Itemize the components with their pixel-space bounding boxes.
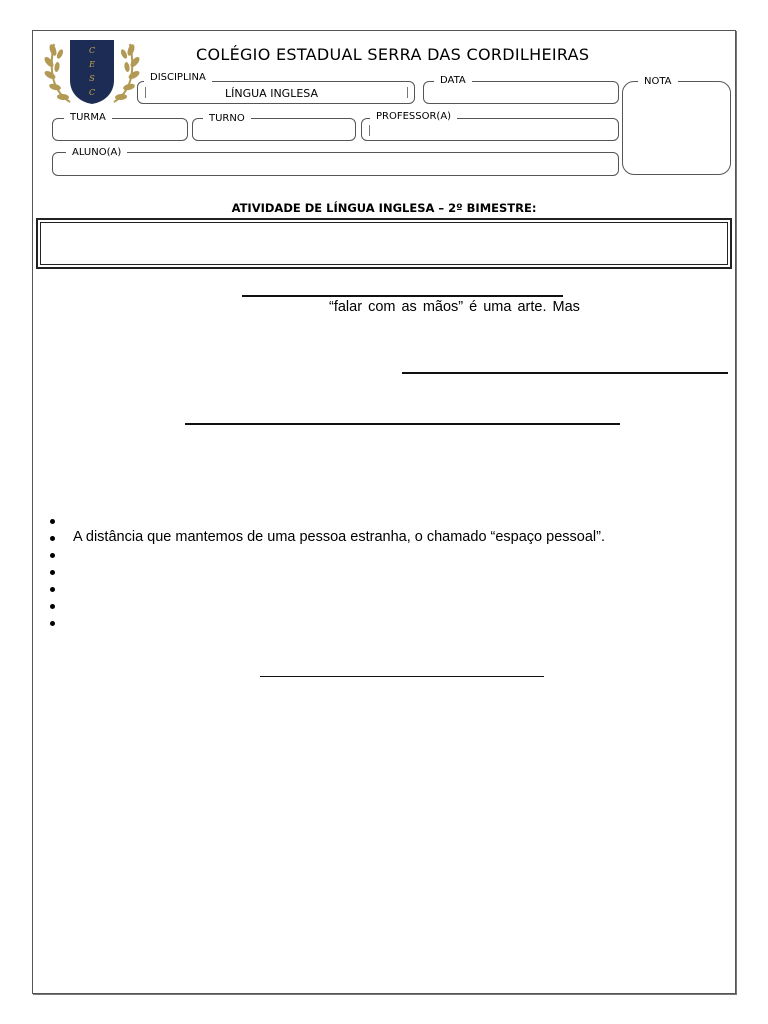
field-divider xyxy=(145,87,146,98)
list-item xyxy=(48,563,605,580)
list-item xyxy=(48,512,605,529)
laurel-left-icon xyxy=(44,43,70,102)
list-item: A distância que mantemos de uma pessoa estranha, o chamado “espaço pessoal”. xyxy=(48,529,605,546)
list-item xyxy=(48,597,605,614)
aluno-label: ALUNO(A) xyxy=(66,147,127,159)
turno-label: TURNO xyxy=(203,113,251,125)
school-name: COLÉGIO ESTADUAL SERRA DAS CORDILHEIRAS xyxy=(196,45,590,64)
field-divider xyxy=(407,87,408,98)
activity-box xyxy=(36,218,732,269)
logo-letter: E xyxy=(89,60,95,69)
underline-rule xyxy=(185,423,620,425)
turma-label: TURMA xyxy=(64,112,112,124)
underline-rule xyxy=(242,295,563,297)
list-item xyxy=(48,614,605,631)
logo-letter: S xyxy=(89,74,95,83)
professor-label: PROFESSOR(A) xyxy=(370,111,457,123)
field-divider xyxy=(369,125,370,136)
aluno-field[interactable] xyxy=(52,152,619,176)
activity-title: ATIVIDADE DE LÍNGUA INGLESA – 2º BIMESTRE: xyxy=(231,201,537,215)
school-logo xyxy=(44,36,140,106)
nota-field[interactable] xyxy=(622,81,731,175)
logo-letter: C xyxy=(88,46,96,55)
logo-letter: C xyxy=(88,88,96,97)
disciplina-label: DISCIPLINA xyxy=(144,72,212,84)
paragraph-text: “falar com as mãos” é uma arte. Mas xyxy=(329,299,580,315)
underline-rule xyxy=(260,676,544,677)
disciplina-value: LÍNGUA INGLESA xyxy=(225,87,318,100)
underline-rule xyxy=(402,372,728,374)
list-item xyxy=(48,546,605,563)
data-label: DATA xyxy=(434,75,472,87)
bullet-list xyxy=(48,512,605,631)
list-item xyxy=(48,580,605,597)
nota-label: NOTA xyxy=(638,76,678,88)
